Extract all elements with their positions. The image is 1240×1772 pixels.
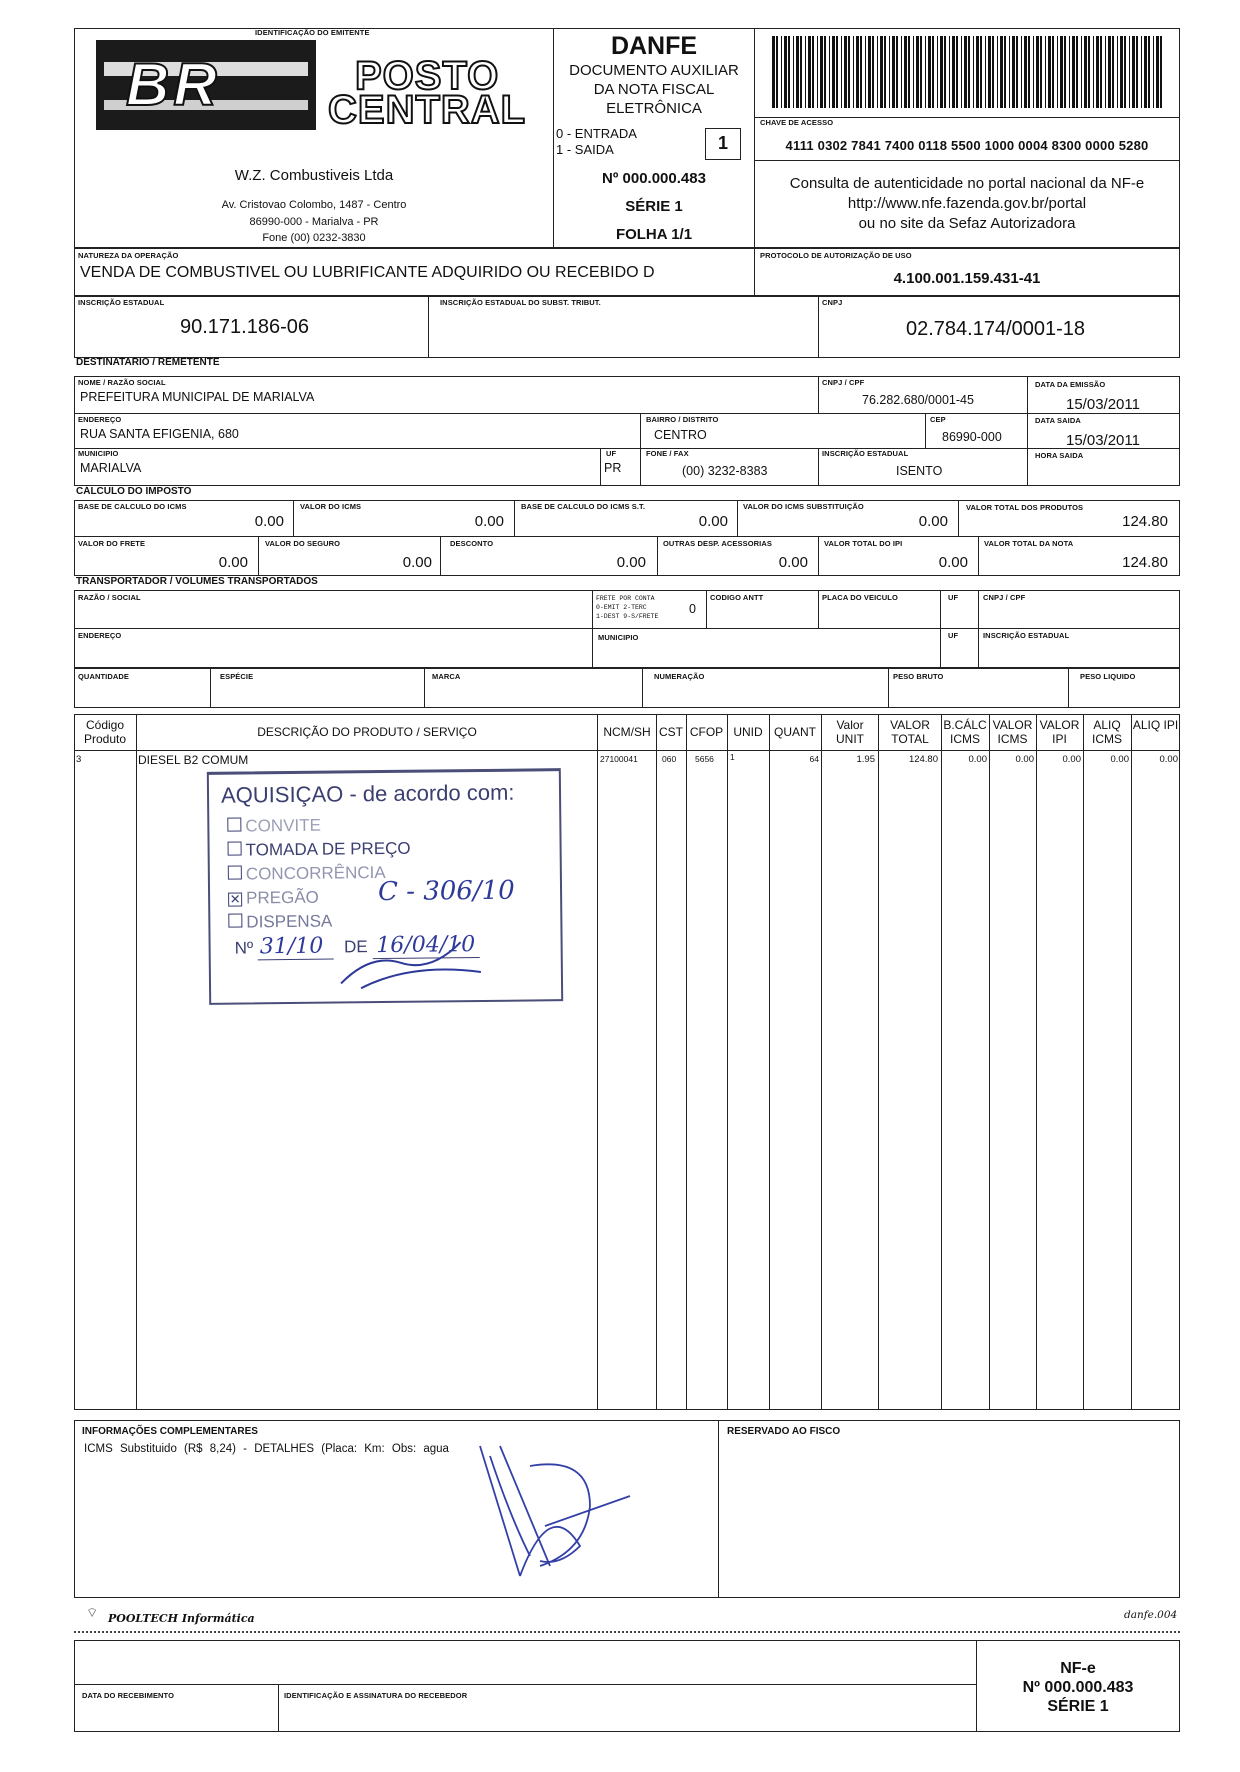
iest-label: INSCRIÇÃO ESTADUAL DO SUBST. TRIBUT. <box>440 298 601 307</box>
row-aliq-icms: 0.00 <box>1110 754 1129 765</box>
destinatario-section-label: DESTINATARIO / REMETENTE <box>76 357 220 368</box>
seguro: 0.00 <box>402 554 432 571</box>
frete-value: 0 <box>689 602 696 616</box>
dest-uf: PR <box>604 461 622 475</box>
danfe-subtitle3: ELETRÔNICA <box>606 100 702 117</box>
dest-municipio: MARIALVA <box>80 461 142 475</box>
nota: 124.80 <box>1122 554 1168 571</box>
transp-uf2-label: UF <box>948 631 959 640</box>
stamp-opt4-label: PREGÃO <box>246 887 319 908</box>
emitente-section-label: IDENTIFICAÇÃO DO EMITENTE <box>255 28 370 37</box>
danfe-tipo-value: 1 <box>717 133 728 153</box>
dest-ie-label: INSCRIÇÃO ESTADUAL <box>822 449 909 458</box>
dest-fone-label: FONE / FAX <box>646 449 689 458</box>
danfe-tipo2: 1 - SAIDA <box>556 142 614 157</box>
dest-hora-label: HORA SAIDA <box>1035 451 1084 460</box>
recebimento-label: DATA DO RECEBIMENTO <box>82 1691 175 1700</box>
dest-endereco-label: ENDEREÇO <box>78 415 122 424</box>
col-aliq-icms: ALIQ ICMS <box>1092 718 1122 746</box>
dest-endereco: RUA SANTA EFIGENIA, 680 <box>80 427 239 441</box>
row-valor-unit: 1.95 <box>856 754 875 765</box>
especie-label: ESPÉCIE <box>220 672 254 681</box>
stamp-title: AQUISIÇAO - de acordo com: <box>220 779 515 808</box>
danfe-subtitle1: DOCUMENTO AUXILIAR <box>569 62 739 79</box>
col-valor-total: VALOR TOTAL <box>890 718 930 746</box>
bc-icms: 0.00 <box>254 513 284 530</box>
peso-liquido-label: PESO LIQUIDO <box>1080 672 1136 681</box>
canhoto-serie: SÉRIE 1 <box>1047 1698 1109 1715</box>
emitente-phone: Fone (00) 0232-3830 <box>262 232 366 244</box>
frete-line3: 1-DEST 9-S/FRETE <box>596 613 659 620</box>
v-st-label: VALOR DO ICMS SUBSTITUIÇÃO <box>743 502 864 511</box>
row-unid: 1 <box>730 752 735 762</box>
stamp-opt4-handwritten: C - 306/10 <box>377 875 515 908</box>
consulta-line3: ou no site da Sefaz Autorizadora <box>858 215 1076 232</box>
ipi-label: VALOR TOTAL DO IPI <box>824 539 903 548</box>
col-valor-icms: VALOR ICMS <box>992 718 1033 746</box>
danfe-folha: FOLHA 1/1 <box>615 226 693 243</box>
dest-fone: (00) 3232-8383 <box>682 464 768 478</box>
seguro-label: VALOR DO SEGURO <box>265 539 341 548</box>
frete: 0.00 <box>218 554 248 571</box>
dest-nome: PREFEITURA MUNICIPAL DE MARIALVA <box>80 390 315 404</box>
natureza-label: NATUREZA DA OPERAÇÃO <box>78 251 179 260</box>
v-prod-label: VALOR TOTAL DOS PRODUTOS <box>966 503 1084 512</box>
consulta-line1: Consulta de autenticidade no portal nacional da NF-e <box>789 175 1145 192</box>
emitente-name: W.Z. Combustiveis Ltda <box>234 167 394 184</box>
br-logo <box>96 40 316 130</box>
row-valor-ipi: 0.00 <box>1062 754 1081 765</box>
stamp-opt2-label: TOMADA DE PREÇO <box>245 838 411 860</box>
dest-cep: 86990-000 <box>942 430 1002 444</box>
dest-saida: 15/03/2011 <box>1066 432 1140 449</box>
dest-bairro: CENTRO <box>654 428 707 442</box>
stamp-opt1 <box>227 816 321 837</box>
v-st: 0.00 <box>918 513 948 530</box>
v-icms-label: VALOR DO ICMS <box>300 502 362 511</box>
info-text: ICMS Substituido (R$ 8,24) - DETALHES (Placa: Km: Obs: agua <box>84 1443 449 1455</box>
antt-label: CODIGO ANTT <box>710 593 764 602</box>
marca-label: MARCA <box>432 672 461 681</box>
danfe-serie: SÉRIE 1 <box>625 198 683 215</box>
col-aliq-ipi: ALIQ IPI <box>1132 718 1179 732</box>
signature <box>460 1436 640 1586</box>
stamp-opt3-label: CONCORRÊNCIA <box>245 862 386 884</box>
peso-bruto-label: PESO BRUTO <box>893 672 944 681</box>
protocolo-label: PROTOCOLO DE AUTORIZAÇÃO DE USO <box>760 251 912 260</box>
dest-bairro-label: BAIRRO / DISTRITO <box>646 415 719 424</box>
dest-nome-label: NOME / RAZÃO SOCIAL <box>78 378 166 387</box>
row-codigo: 3 <box>76 754 82 765</box>
transp-endereco-label: ENDEREÇO <box>78 631 122 640</box>
frete-label: VALOR DO FRETE <box>78 539 146 548</box>
row-aliq-ipi: 0.00 <box>1159 754 1178 765</box>
qtd-label: QUANTIDADE <box>78 672 129 681</box>
cnpj-value: 02.784.174/0001-18 <box>906 318 1086 340</box>
ie-value: 90.171.186-06 <box>180 316 310 338</box>
col-unid: UNID <box>733 725 763 739</box>
danfe-title: DANFE <box>610 32 698 60</box>
brand-line1: POSTO <box>355 54 500 98</box>
transportador-section-label: TRANSPORTADOR / VOLUMES TRANSPORTADOS <box>76 576 318 587</box>
dest-uf-label: UF <box>606 449 617 458</box>
dest-ie: ISENTO <box>896 464 943 478</box>
fisco-label: RESERVADO AO FISCO <box>727 1426 841 1437</box>
stamp-opt4: ✕ PREGÃO <box>229 887 319 908</box>
frete-line2: 0-EMIT 2-TERC <box>596 604 647 611</box>
stamp-num-hand: 31/10 <box>258 934 334 961</box>
software-credit: POOLTECH Informática <box>108 1612 255 1625</box>
dest-municipio-label: MUNICIPIO <box>78 449 119 458</box>
dest-emissao-label: DATA DA EMISSÃO <box>1035 380 1106 389</box>
stamp-date-hand: 16/04/10 <box>372 932 479 959</box>
ipi: 0.00 <box>938 554 968 571</box>
natureza-value: VENDA DE COMBUSTIVEL OU LUBRIFICANTE ADQUIRIDO OU RECEBIDO D <box>80 264 655 281</box>
stamp-opt2 <box>228 839 411 861</box>
transp-uf-label: UF <box>948 593 959 602</box>
brand-line2: CENTRAL <box>328 88 527 132</box>
v-icms: 0.00 <box>474 513 504 530</box>
numeracao-label: NUMERAÇÃO <box>654 672 705 681</box>
ie-label: INSCRIÇÃO ESTADUAL <box>78 298 165 307</box>
imposto-section-label: CÁLCULO DO IMPOSTO <box>76 486 192 497</box>
row-quant: 64 <box>809 754 819 764</box>
danfe-version: danfe.004 <box>1124 1609 1178 1621</box>
col-quant: QUANT <box>774 725 816 739</box>
transp-ie-label: INSCRIÇÃO ESTADUAL <box>983 631 1070 640</box>
row-cst: 060 <box>662 754 677 764</box>
cut-line <box>74 1631 1180 1633</box>
col-codigo: Código Produto <box>83 718 127 746</box>
row-descricao: DIESEL B2 COMUM <box>138 753 249 767</box>
col-valor-ipi: VALOR IPI <box>1039 718 1080 746</box>
row-valor-icms: 0.00 <box>1015 754 1034 765</box>
stamp-opt3 <box>228 863 386 885</box>
transp-municipio-label: MUNICIPIO <box>598 633 639 642</box>
stamp-opt1-label: CONVITE <box>245 815 322 836</box>
frete-line1: FRETE POR CONTA <box>596 595 655 602</box>
dest-emissao: 15/03/2011 <box>1066 396 1140 413</box>
stamp-opt5-label: DISPENSA <box>246 911 333 932</box>
col-bc-icms: B.CÁLC ICMS <box>943 718 987 746</box>
outras: 0.00 <box>778 554 808 571</box>
frete-por-conta <box>596 594 658 621</box>
transp-cnpj-label: CNPJ / CPF <box>983 593 1026 602</box>
outras-label: OUTRAS DESP. ACESSORIAS <box>663 539 772 548</box>
emitente-address2: 86990-000 - Marialva - PR <box>249 216 379 228</box>
stamp-de: DE <box>343 937 368 957</box>
danfe-tipo1: 0 - ENTRADA <box>556 126 637 141</box>
row-bc-icms: 0.00 <box>968 754 987 765</box>
nota-label: VALOR TOTAL DA NOTA <box>984 539 1074 548</box>
cnpj-label: CNPJ <box>822 298 843 307</box>
transp-razao-label: RAZÃO / SOCIAL <box>78 593 141 602</box>
bc-st-label: BASE DE CALCULO DO ICMS S.T. <box>521 502 646 511</box>
col-cfop: CFOP <box>689 725 724 739</box>
dest-cnpj-label: CNPJ / CPF <box>822 378 865 387</box>
col-descricao: DESCRIÇÃO DO PRODUTO / SERVIÇO <box>257 725 477 739</box>
canhoto-nfe: NF-e <box>1060 1660 1096 1677</box>
fisco-box <box>718 1420 1180 1598</box>
desconto: 0.00 <box>616 554 646 571</box>
bc-icms-label: BASE DE CALCULO DO ICMS <box>78 502 187 511</box>
protocolo-value: 4.100.001.159.431-41 <box>893 270 1041 287</box>
dest-cnpj: 76.282.680/0001-45 <box>862 393 974 407</box>
stamp-signature <box>330 932 491 994</box>
dest-cep-label: CEP <box>930 415 946 424</box>
canhoto-numero: Nº 000.000.483 <box>1022 1679 1134 1696</box>
dest-saida-label: DATA SAIDA <box>1035 416 1081 425</box>
v-prod: 124.80 <box>1122 513 1168 530</box>
danfe-subtitle2: DA NOTA FISCAL <box>593 81 715 98</box>
danfe-numero: Nº 000.000.483 <box>602 170 706 187</box>
pooltech-logo-icon: ⌔ <box>86 1605 99 1620</box>
assinatura-label: IDENTIFICAÇÃO E ASSINATURA DO RECEBEDOR <box>284 1691 468 1700</box>
placa-label: PLACA DO VEICULO <box>822 593 898 602</box>
desconto-label: DESCONTO <box>450 539 494 548</box>
stamp-opt5 <box>228 912 332 933</box>
chave-label: CHAVE DE ACESSO <box>760 118 834 127</box>
col-ncm: NCM/SH <box>603 725 651 739</box>
stamp-num-prefix: Nº <box>234 938 254 958</box>
row-valor-total: 124.80 <box>908 754 938 765</box>
barcode <box>772 36 1164 108</box>
acquisition-stamp <box>207 768 563 1005</box>
col-cst: CST <box>659 725 683 739</box>
bc-st: 0.00 <box>698 513 728 530</box>
row-cfop: 5656 <box>695 754 714 764</box>
emitente-address1: Av. Cristovao Colombo, 1487 - Centro <box>221 199 407 211</box>
row-ncm: 27100041 <box>600 754 638 764</box>
col-valor-unit: Valor UNIT <box>836 718 864 746</box>
logo-text: BR <box>126 51 221 118</box>
consulta-line2: http://www.nfe.fazenda.gov.br/portal <box>847 195 1087 212</box>
info-label: INFORMAÇÕES COMPLEMENTARES <box>82 1426 258 1437</box>
chave-value: 4111 0302 7841 7400 0118 5500 1000 0004 8300 0000 5280 <box>785 138 1149 153</box>
